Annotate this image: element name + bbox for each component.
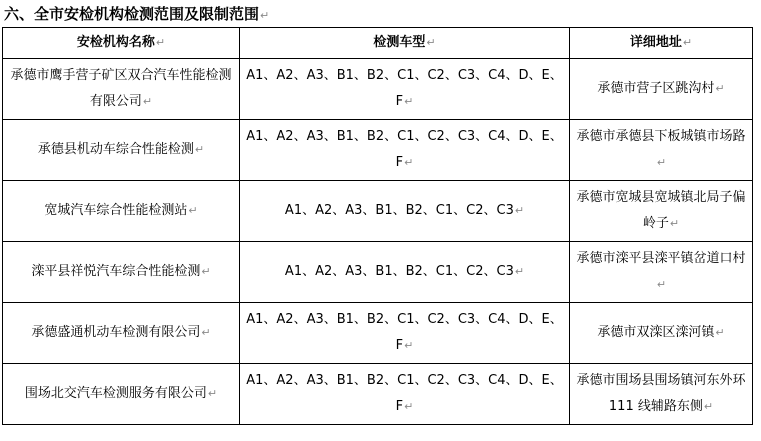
header-agency-name — [3, 28, 240, 59]
paragraph-mark-icon: ↵ — [201, 265, 211, 278]
vehicle-types-cell — [240, 120, 570, 181]
header-vehicle-types-text: 检测车型 — [373, 35, 426, 50]
section-heading — [4, 2, 269, 26]
address-cell — [570, 364, 753, 425]
address-cell-text: 承德市滦平县滦平镇岔道口村 — [576, 251, 746, 266]
paragraph-mark-icon: ↵ — [669, 217, 680, 230]
vehicle-types-cell-text: A1、A2、A3、B1、B2、C1、C2、C3、C4、D、E、F — [246, 129, 563, 170]
table-row — [3, 303, 753, 364]
header-agency-name-text: 安检机构名称 — [76, 35, 155, 50]
agency-name-cell-text: 承德县机动车综合性能检测 — [37, 142, 194, 157]
table-row — [3, 181, 753, 242]
address-cell — [570, 59, 753, 120]
header-address-text: 详细地址 — [629, 35, 682, 50]
table-header-row — [3, 28, 753, 59]
vehicle-types-cell-text: A1、A2、A3、B1、B2、C1、C2、C3、C4、D、E、F — [246, 373, 563, 414]
paragraph-mark-icon: ↵ — [656, 156, 667, 169]
paragraph-mark-icon: ↵ — [656, 278, 667, 291]
agency-name-cell-text: 承德市鹰手营子矿区双合汽车性能检测有限公司 — [10, 68, 232, 109]
header-vehicle-types — [240, 28, 570, 59]
address-cell-text: 承德市围场县围场镇河东外环 111 线辅路东侧 — [576, 373, 746, 414]
table-row — [3, 242, 753, 303]
agency-name-cell — [3, 59, 240, 120]
paragraph-mark-icon: ↵ — [194, 143, 205, 156]
address-cell — [570, 303, 753, 364]
paragraph-mark-icon: ↵ — [201, 326, 211, 339]
agency-name-cell — [3, 181, 240, 242]
agency-name-cell-text: 承德盛通机动车检测有限公司 — [31, 325, 201, 340]
paragraph-mark-icon: ↵ — [404, 339, 414, 352]
vehicle-types-cell — [240, 181, 570, 242]
agency-name-cell — [3, 303, 240, 364]
paragraph-mark-icon: ↵ — [404, 400, 414, 413]
vehicle-types-cell — [240, 59, 570, 120]
address-cell-text: 承德市营子区跳沟村 — [597, 81, 715, 96]
paragraph-mark-icon: ↵ — [426, 36, 436, 49]
address-cell — [570, 181, 753, 242]
vehicle-types-cell-text: A1、A2、A3、B1、B2、C1、C2、C3、C4、D、E、F — [246, 68, 563, 109]
agency-name-cell — [3, 120, 240, 181]
paragraph-mark-icon: ↵ — [155, 36, 166, 49]
address-cell-text: 承德市承德县下板城镇市场路 — [576, 129, 746, 144]
agency-name-cell-text: 滦平县祥悦汽车综合性能检测 — [31, 264, 201, 279]
table-row — [3, 120, 753, 181]
paragraph-mark-icon: ↵ — [404, 95, 414, 108]
inspection-agency-table — [2, 27, 753, 425]
address-cell-text: 承德市双滦区滦河镇 — [597, 325, 715, 340]
vehicle-types-cell — [240, 303, 570, 364]
agency-name-cell-text: 宽城汽车综合性能检测站 — [44, 203, 188, 218]
vehicle-types-cell — [240, 242, 570, 303]
header-address — [570, 28, 753, 59]
paragraph-mark-icon: ↵ — [703, 400, 714, 413]
paragraph-mark-icon: ↵ — [514, 204, 525, 217]
paragraph-mark-icon: ↵ — [260, 9, 270, 22]
paragraph-mark-icon: ↵ — [207, 387, 218, 400]
heading-text: 六、全市安检机构检测范围及限制范围 — [4, 5, 260, 23]
paragraph-mark-icon: ↵ — [514, 265, 525, 278]
address-cell — [570, 120, 753, 181]
address-cell — [570, 242, 753, 303]
vehicle-types-cell-text: A1、A2、A3、B1、B2、C1、C2、C3 — [284, 203, 514, 218]
paragraph-mark-icon: ↵ — [715, 82, 725, 95]
vehicle-types-cell — [240, 364, 570, 425]
paragraph-mark-icon: ↵ — [682, 36, 693, 49]
vehicle-types-cell-text: A1、A2、A3、B1、B2、C1、C2、C3 — [284, 264, 514, 279]
table-row — [3, 364, 753, 425]
address-cell-text: 承德市宽城县宽城镇北局子偏岭子 — [576, 190, 746, 231]
vehicle-types-cell-text: A1、A2、A3、B1、B2、C1、C2、C3、C4、D、E、F — [246, 312, 563, 353]
table-row — [3, 59, 753, 120]
paragraph-mark-icon: ↵ — [142, 95, 153, 108]
agency-name-cell — [3, 242, 240, 303]
agency-name-cell — [3, 364, 240, 425]
paragraph-mark-icon: ↵ — [188, 204, 198, 217]
paragraph-mark-icon: ↵ — [715, 326, 725, 339]
agency-name-cell-text: 围场北交汽车检测服务有限公司 — [24, 386, 207, 401]
paragraph-mark-icon: ↵ — [404, 156, 414, 169]
